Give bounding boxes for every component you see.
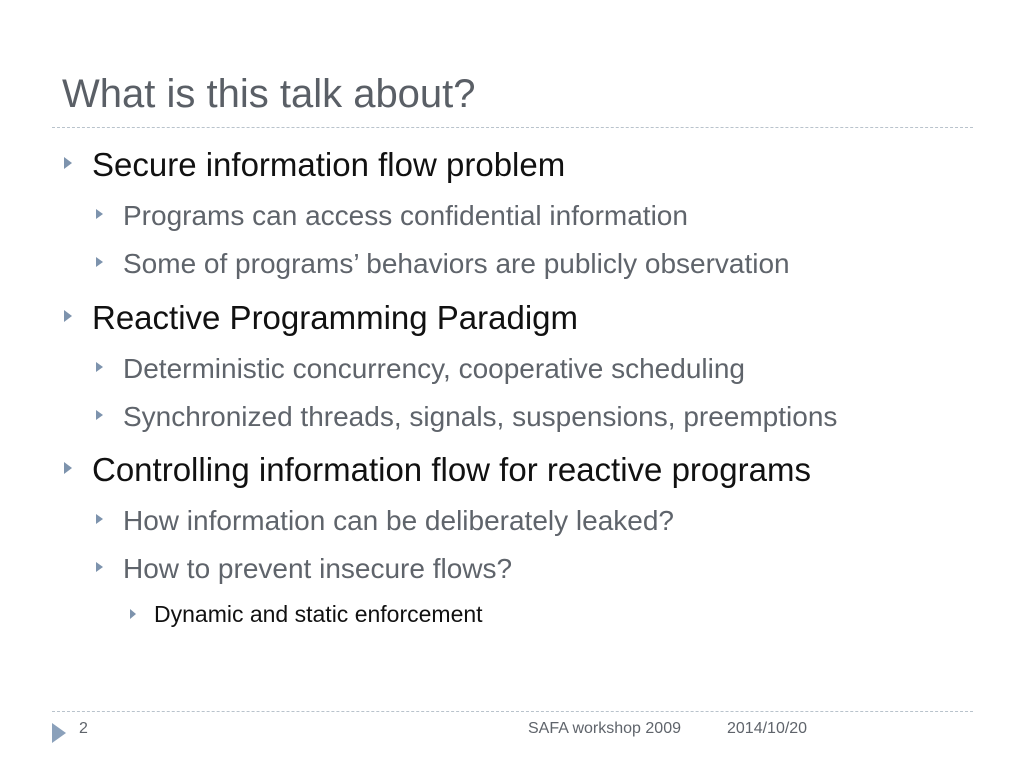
bullet-triangle-icon [96,362,103,372]
page-number: 2 [79,720,88,737]
bullet-triangle-icon [130,609,136,619]
footer-date: 2014/10/20 [727,720,808,737]
bullet-text: Programs can access confidential information [123,200,688,231]
bullet-level-2 [123,247,790,281]
bullet-level-1 [92,450,811,490]
footer-event: SAFA workshop 2009 [528,720,681,737]
bullet-text: Dynamic and static enforcement [154,601,483,627]
bullet-text: Synchronized threads, signals, suspensions, preemptions [123,401,838,432]
bullet-triangle-icon [96,209,103,219]
bullet-level-2 [123,400,837,434]
bullet-text: Secure information flow problem [92,146,566,183]
bullet-triangle-icon [96,257,103,267]
footer-divider [52,711,973,712]
bullet-level-2 [123,552,512,586]
bullet-text: Some of programs’ behaviors are publicly observation [123,248,790,279]
bullet-triangle-icon [64,157,72,169]
bullet-level-1 [92,298,578,338]
title-divider [52,127,973,128]
bullet-level-2 [123,504,674,538]
bullet-text: Deterministic concurrency, cooperative scheduling [123,353,745,384]
bullet-text: How information can be deliberately leaked? [123,505,674,536]
bullet-triangle-icon [64,310,72,322]
bullet-text: Controlling information flow for reactive programs [92,451,811,488]
slide-title: What is this talk about? [62,72,476,116]
bullet-text: How to prevent insecure flows? [123,553,513,584]
bullet-text: Reactive Programming Paradigm [92,299,579,336]
bullet-triangle-icon [96,410,103,420]
bullet-level-2 [123,352,745,386]
footer-triangle-icon [52,723,66,743]
bullet-triangle-icon [96,514,103,524]
bullet-triangle-icon [64,462,72,474]
bullet-level-3 [154,601,483,629]
bullet-level-2 [123,199,688,233]
bullet-triangle-icon [96,562,103,572]
bullet-level-1 [92,145,565,185]
